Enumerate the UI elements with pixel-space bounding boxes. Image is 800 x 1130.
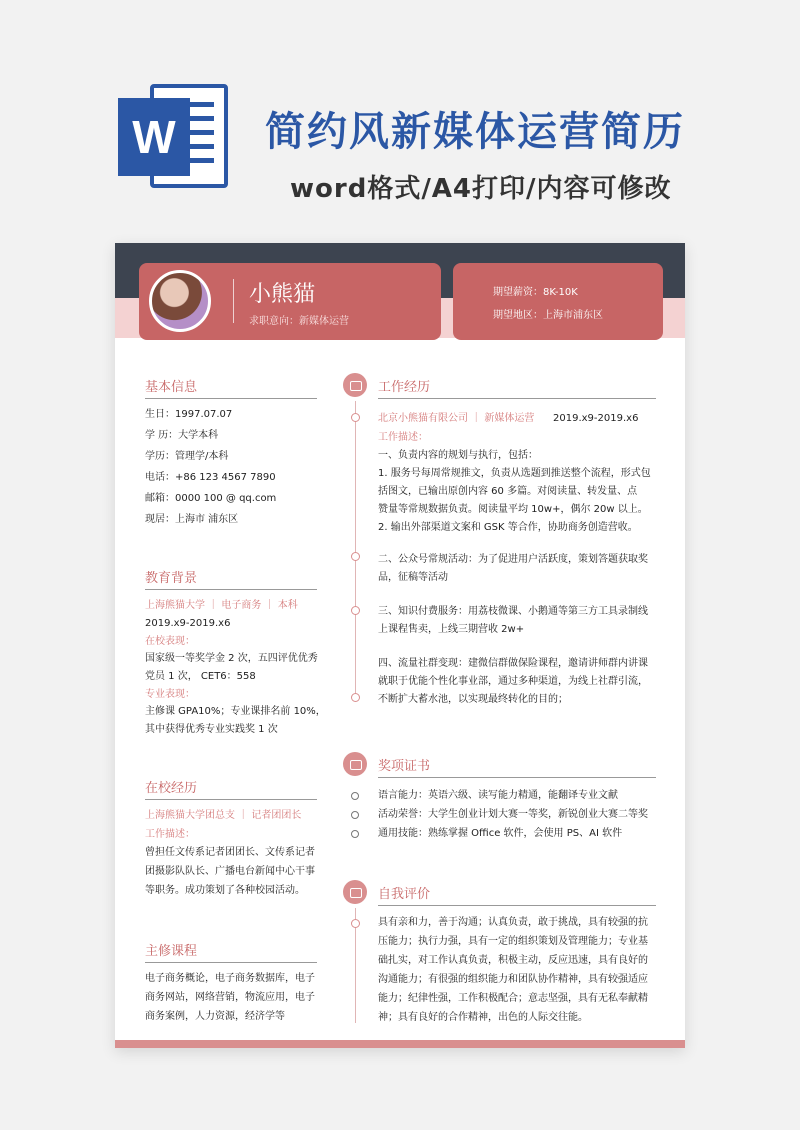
campus-line: 等职务。成功策划了各种校园活动。 — [145, 885, 305, 896]
work-line: 一、负责内容的规划与执行，包括： — [378, 450, 538, 461]
courses-line: 商务案例，人力资源，经济学等 — [145, 1011, 285, 1022]
work-line: 四、流量社群变现：建微信群做保险课程，邀请讲师群内讲课 — [378, 658, 648, 669]
certificate-icon — [343, 752, 367, 776]
awards-rule — [378, 777, 656, 778]
expectation-card — [453, 263, 663, 340]
briefcase-icon — [343, 373, 367, 397]
campus-line: 曾担任文传系记者团团长、文传系记者 — [145, 847, 315, 858]
education-major-line: 主修课 GPA10%；专业课排名前 10%， — [145, 706, 326, 717]
banner — [0, 0, 800, 230]
self-eval-line: 神；具有良好的合作精神，出色的人际交往能。 — [378, 1012, 588, 1023]
campus-rule — [145, 799, 317, 800]
courses-line: 电子商务概论，电子商务数据库，电子 — [145, 973, 315, 984]
basic-info-rule — [145, 398, 317, 399]
bullet-circle — [351, 830, 359, 838]
expected-location: 期望地区：上海市浦东区 — [493, 310, 603, 321]
education-major-label: 专业表现： — [145, 689, 195, 700]
work-line: 1. 服务号每周常规推文，负责从选题到推送整个流程，形式包 — [378, 468, 651, 479]
courses-title: 主修课程 — [145, 944, 198, 959]
self-eval-line: 沟通能力；有很强的组织能力和团队协作精神，具有较强适应 — [378, 974, 648, 985]
work-line: 括图文，已输出原创内容 60 多篇。对阅读量、转发量、点 — [378, 486, 638, 497]
work-line: 上课程售卖，上线三期营收 2w+ — [378, 624, 525, 635]
basic-info-line: 学 历：大学本科 — [145, 430, 219, 441]
basic-info-line: 学历：管理学/本科 — [145, 451, 229, 462]
basic-info-line: 生日：1997.07.07 — [145, 409, 233, 420]
work-desc-label: 工作描述： — [378, 432, 428, 443]
education-perf-line: 国家级一等奖学金 2 次，五四评优优秀 — [145, 653, 318, 664]
work-line: 赞量等常规数据负责。阅读量平均 10w+，偶尔 20w 以上。 — [378, 504, 648, 515]
expected-salary: 期望薪资：8K-10K — [493, 287, 578, 298]
work-line: 就职于优能个性化事业部，通过多种渠道，为线上社群引流， — [378, 676, 648, 687]
name-card — [139, 263, 441, 340]
courses-rule — [145, 962, 317, 963]
work-rule — [378, 398, 656, 399]
courses-line: 商务网站，网络营销，物流应用，电子 — [145, 992, 315, 1003]
resume-page — [115, 243, 685, 1048]
avatar — [149, 270, 211, 332]
work-title: 工作经历 — [378, 380, 431, 395]
award-line: 活动荣誉：大学生创业计划大赛一等奖，新锐创业大赛二等奖 — [378, 809, 648, 820]
work-line: 品，征稿等活动 — [378, 572, 448, 583]
self-eval-line: 压能力；执行力强，具有一定的组织策划及管理能力；专业基 — [378, 936, 648, 947]
comment-icon — [343, 880, 367, 904]
work-company: 北京小熊猫有限公司 ｜ 新媒体运营 — [378, 413, 535, 424]
award-line: 通用技能：熟练掌握 Office 软件，会使用 PS、AI 软件 — [378, 828, 623, 839]
campus-org: 上海熊猫大学团总支 ｜ 记者团团长 — [145, 810, 302, 821]
education-title: 教育背景 — [145, 571, 198, 586]
timeline-dot — [351, 413, 360, 422]
work-timeline — [355, 401, 356, 699]
work-line: 不断扩大蓄水池，以实现最终转化的目的； — [378, 694, 568, 705]
campus-title: 在校经历 — [145, 781, 198, 796]
timeline-dot — [351, 693, 360, 702]
bullet-circle — [351, 811, 359, 819]
bullet-circle — [351, 792, 359, 800]
word-logo-letter: W — [118, 98, 190, 176]
work-line: 二、公众号常规活动：为了促进用户活跃度，策划答题获取奖 — [378, 554, 648, 565]
basic-info-line: 邮箱：0000 100 @ qq.com — [145, 493, 277, 504]
self-eval-line: 能力；纪律性强，工作积极配合；意志坚强，具有无私奉献精 — [378, 993, 648, 1004]
job-intent: 求职意向：新媒体运营 — [249, 316, 349, 327]
word-icon — [118, 84, 228, 194]
banner-subtitle: word格式/A4打印/内容可修改 — [290, 174, 672, 204]
timeline-dot — [351, 919, 360, 928]
education-perf-line: 党员 1 次， CET6：558 — [145, 671, 256, 682]
work-line: 2. 输出外部渠道文案和 GSK 等合作，协助商务创造营收。 — [378, 522, 638, 533]
basic-info-line: 电话：+86 123 4567 7890 — [145, 472, 276, 483]
self-eval-line: 具有亲和力，善于沟通；认真负责，敢于挑战，具有较强的抗 — [378, 917, 648, 928]
name-divider — [233, 279, 234, 323]
education-period: 2019.x9-2019.x6 — [145, 618, 231, 629]
education-rule — [145, 589, 317, 590]
education-school: 上海熊猫大学 ｜ 电子商务 ｜ 本科 — [145, 600, 298, 611]
award-line: 语言能力：英语六级、读写能力精通，能翻译专业文献 — [378, 790, 618, 801]
campus-desc-label: 工作描述： — [145, 829, 195, 840]
timeline-dot — [351, 552, 360, 561]
footer-strip — [115, 1040, 685, 1048]
basic-info-line: 现居：上海市 浦东区 — [145, 514, 239, 525]
awards-title: 奖项证书 — [378, 759, 431, 774]
timeline-dot — [351, 606, 360, 615]
education-major-line: 其中获得优秀专业实践奖 1 次 — [145, 724, 278, 735]
self-eval-rule — [378, 905, 656, 906]
banner-title: 简约风新媒体运营简历 — [265, 109, 685, 155]
work-period: 2019.x9-2019.x6 — [553, 413, 639, 424]
self-eval-line: 础扎实，对工作认真负责，积极主动，反应迅速，具有良好的 — [378, 955, 648, 966]
work-line: 三、知识付费服务：用荔枝微课、小鹅通等第三方工具录制线 — [378, 606, 648, 617]
self-eval-title: 自我评价 — [378, 887, 431, 902]
education-perf-label: 在校表现： — [145, 636, 195, 647]
basic-info-title: 基本信息 — [145, 380, 198, 395]
candidate-name: 小熊猫 — [249, 282, 316, 307]
campus-line: 团摄影队队长、广播电台新闻中心干事 — [145, 866, 315, 877]
